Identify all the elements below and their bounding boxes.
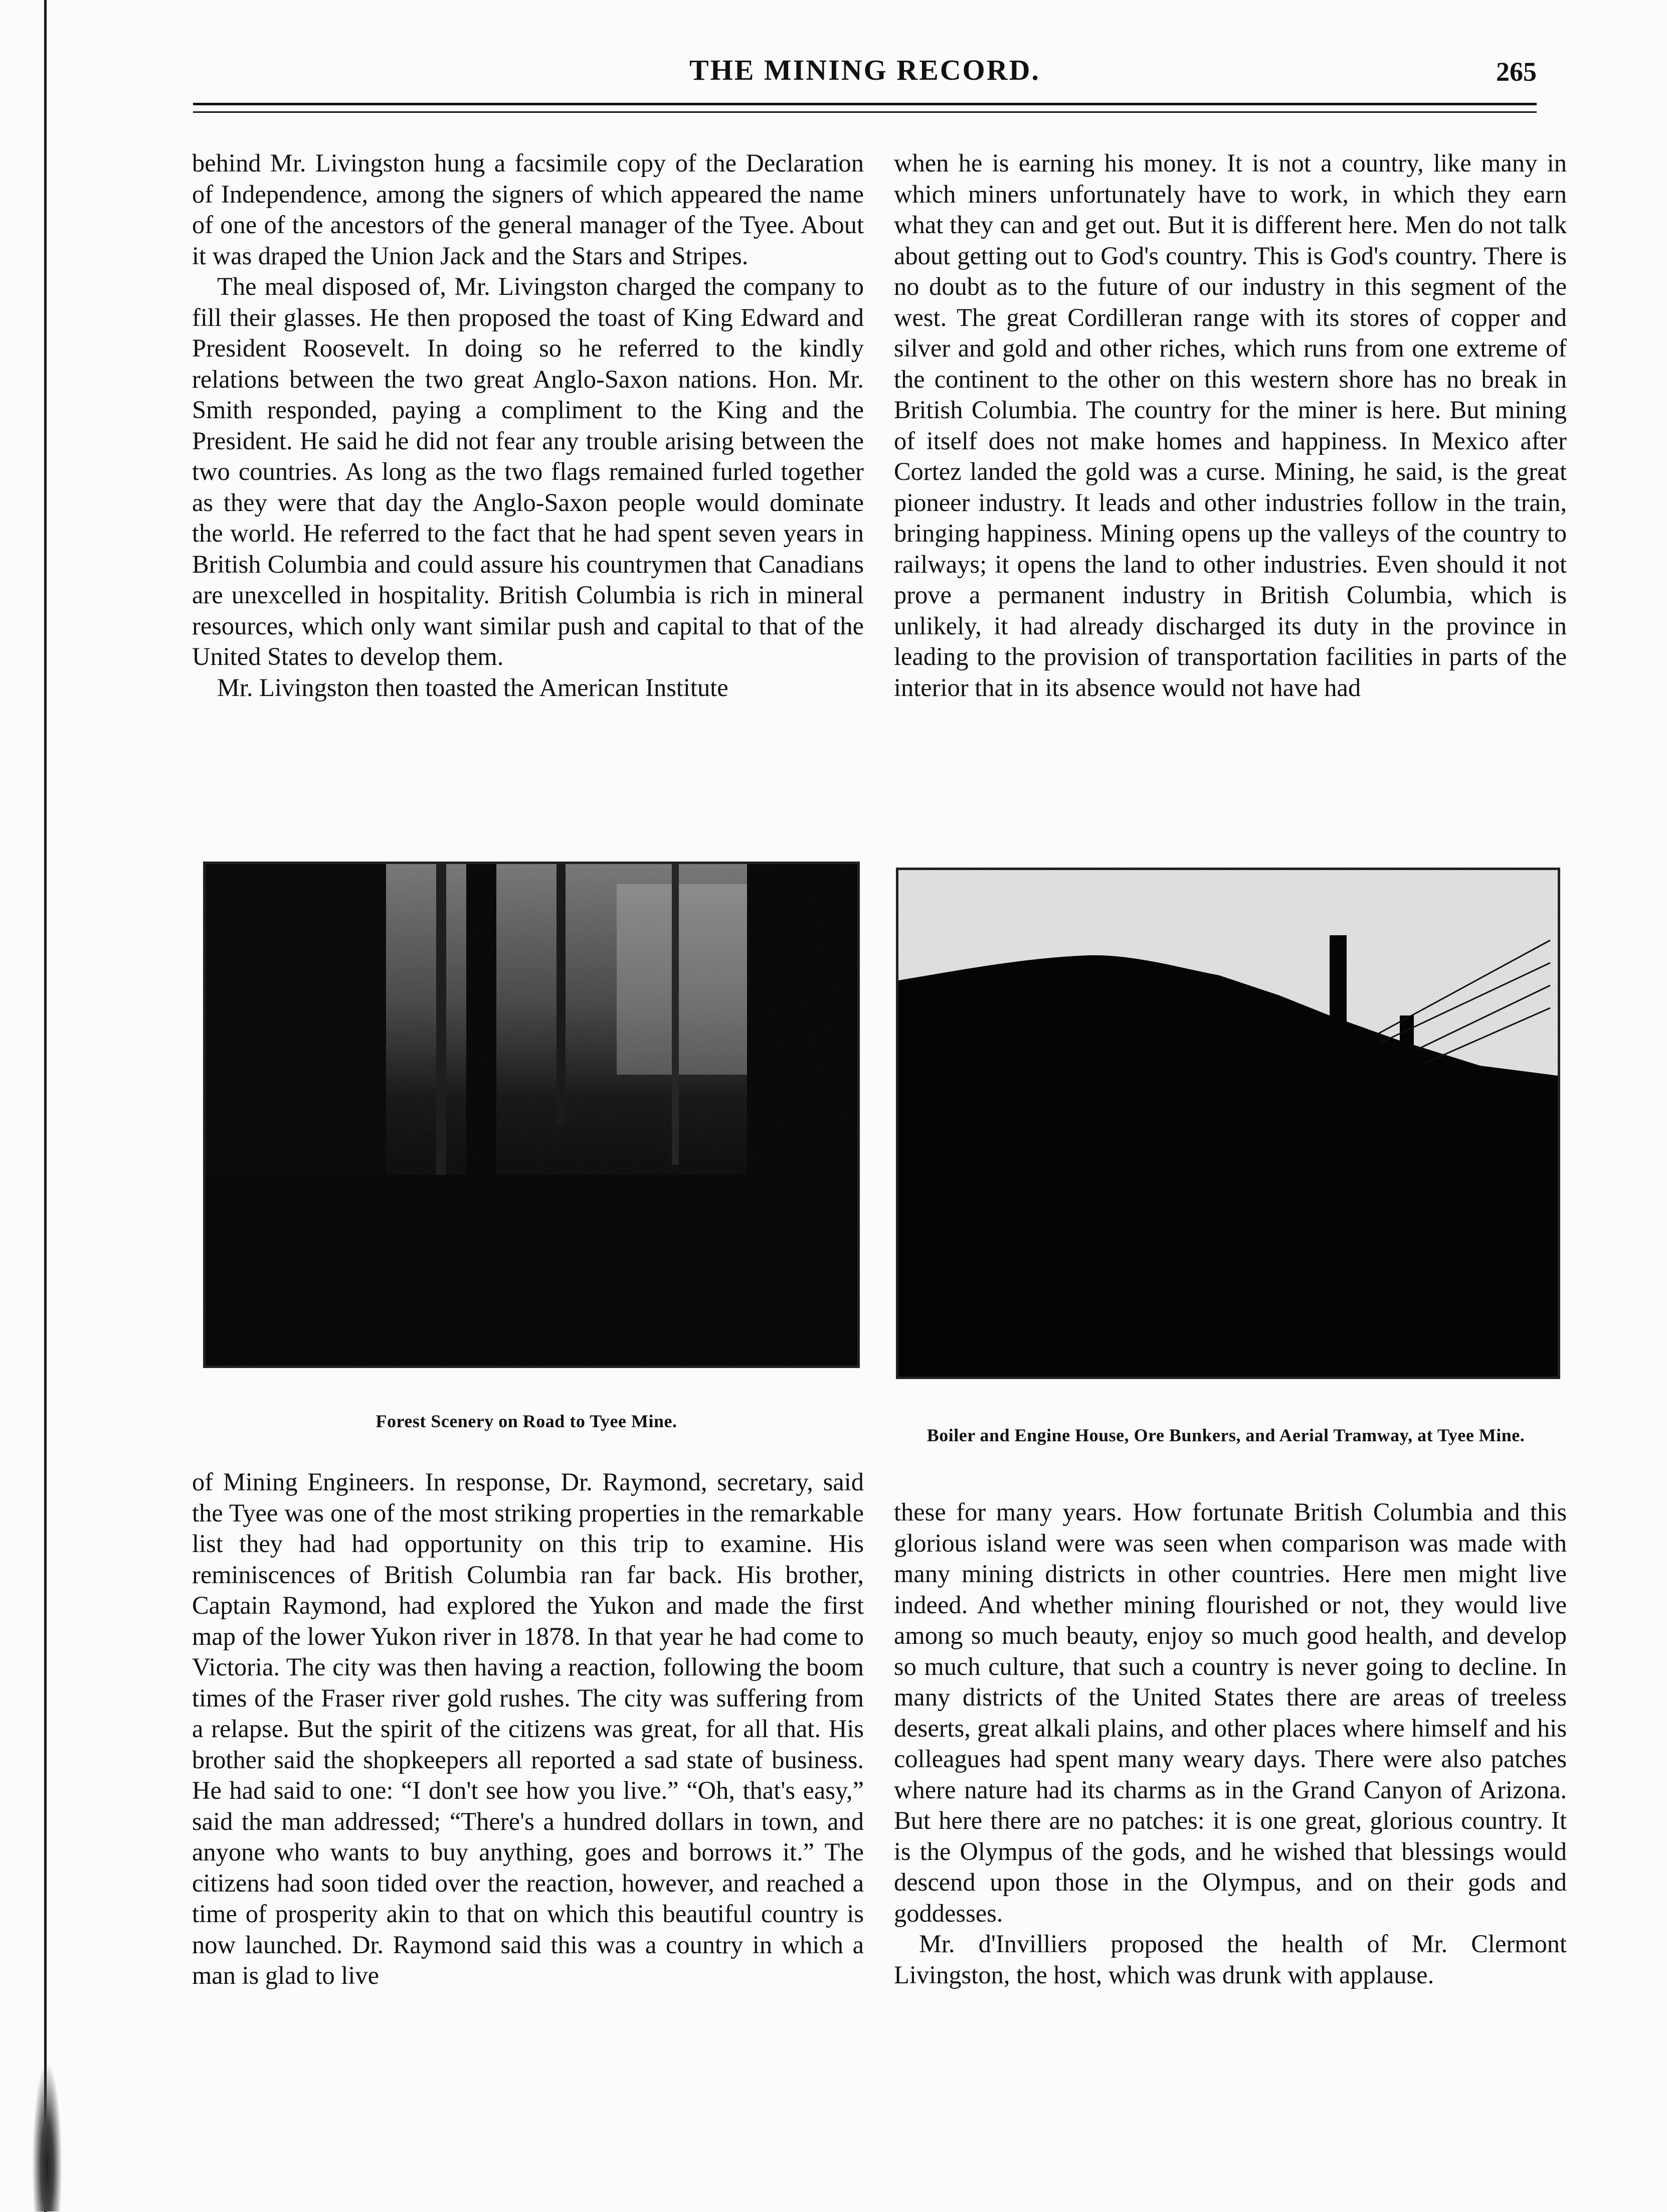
forest-photo-caption: Forest Scenery on Road to Tyee Mine.	[376, 1411, 677, 1431]
page-number: 265	[1496, 57, 1537, 87]
binding-smudge	[32, 2061, 62, 2211]
journal-title: THE MINING RECORD.	[689, 54, 1041, 86]
column-right-bottom	[894, 1497, 1567, 1990]
page-header	[193, 50, 1537, 95]
column-right-top	[894, 148, 1567, 703]
paragraph: Mr. Livingston then toasted the American Institute	[217, 673, 728, 702]
paragraph: behind Mr. Livingston hung a facsimile copy of the Declaration of Independence, among the signers of which appeared the name of one of the ancestors of the general manager of the Tyee. About it was draped the Union Jack and the Stars and Stripes.	[192, 149, 864, 270]
paragraph: of Mining Engineers. In response, Dr. Raymond, secretary, said the Tyee was one of the most striking properties in the remarkable list they had had opportunity on this trip to examine. His reminiscences of British Columbia ran far back. His brother, Captain Raymond, had explored the Yukon and made the first map of the lower Yukon river in 1878. In that year he had come to Victoria. The city was then having a reaction, following the boom times of the Fraser river gold rushes. The city was suffering from a relapse. But the spirit of the citizens was great, for all that. His brother said the shopkeepers all reported a sad state of business. He had said to one: “I don't see how you live.” “Oh, that's easy,” said the man addressed; “There's a hundred dollars in town, and anyone who wants to buy anything, goes and borrows it.” The citizens had soon tided over the reaction, however, and reached a time of prosperity akin to that on which this beautiful country is now launched. Dr. Raymond said this was a country in which a man is glad to live	[192, 1468, 864, 1989]
mine-photo-caption: Boiler and Engine House, Ore Bunkers, and Aerial Tramway, at Tyee Mine.	[927, 1425, 1525, 1445]
paragraph: these for many years. How fortunate British Columbia and this glorious island were was seen when comparison was made with many mining districts in other countries. Here men might live indeed. And whether mining flourished or not, they would live among so much beauty, enjoy so much good health, and develop so much culture, that such a country is never going to decline. In many districts of the United States there are areas of treeless deserts, great alkali plains, and other places where himself and his colleagues had spent many weary days. There were also patches where nature had its charms as in the Grand Canyon of Arizona. But here there are no patches: it is one great, glorious country. It is the Olympus of the gods, and he wished that blessings would descend upon those in the Olympus, and on their gods and goddesses.	[894, 1498, 1567, 1927]
column-left-bottom	[192, 1467, 864, 1991]
header-rule-thin	[193, 111, 1537, 113]
column-left-top	[192, 148, 864, 703]
paragraph: when he is earning his money. It is not a country, like many in which miners unfortunately have to work, in which they earn what they can and get out. But it is different here. Men do not talk about getting out to God's country. This is God's country. There is no doubt as to the future of our industry in this segment of the west. The great Cordilleran range with its stores of copper and silver and gold and other riches, which runs from one extreme of the continent to the other on this western shore has no break in British Columbia. The country for the miner is here. But mining of itself does not make homes and happiness. In Mexico after Cortez landed the gold was a curse. Mining, he said, is the great pioneer industry. It leads and other industries follow in the train, bringing happiness. Mining opens up the valleys of the country to railways; it opens the land to other industries. Even should it not prove a permanent industry in British Columbia, which is unlikely, it had already discharged its duty in the province in leading to the provision of transportation facilities in parts of the interior that in its absence would not have had	[894, 149, 1567, 702]
header-rule-thick	[193, 103, 1537, 105]
paragraph: Mr. d'Invilliers proposed the health of Mr. Clermont Livingston, the host, which was drunk with applause.	[894, 1930, 1567, 1989]
page-edge-mark	[44, 0, 47, 2212]
paragraph: The meal disposed of, Mr. Livingston charged the company to fill their glasses. He then proposed the toast of King Edward and President Roosevelt. In doing so he referred to the kindly relations between the two great Anglo-Saxon nations. Hon. Mr. Smith responded, paying a compliment to the King and the President. He said he did not fear any trouble arising between the two countries. As long as the two flags remained furled together as they were that day the Anglo-Saxon people would dominate the world. He referred to the fact that he had spent seven years in British Columbia and could assure his countrymen that Canadians are unexcelled in hospitality. British Columbia is rich in mineral resources, which only want similar push and capital to that of the United States to develop them.	[192, 272, 864, 670]
tyee-mine-photo	[896, 868, 1560, 1379]
forest-scenery-photo	[203, 862, 860, 1368]
